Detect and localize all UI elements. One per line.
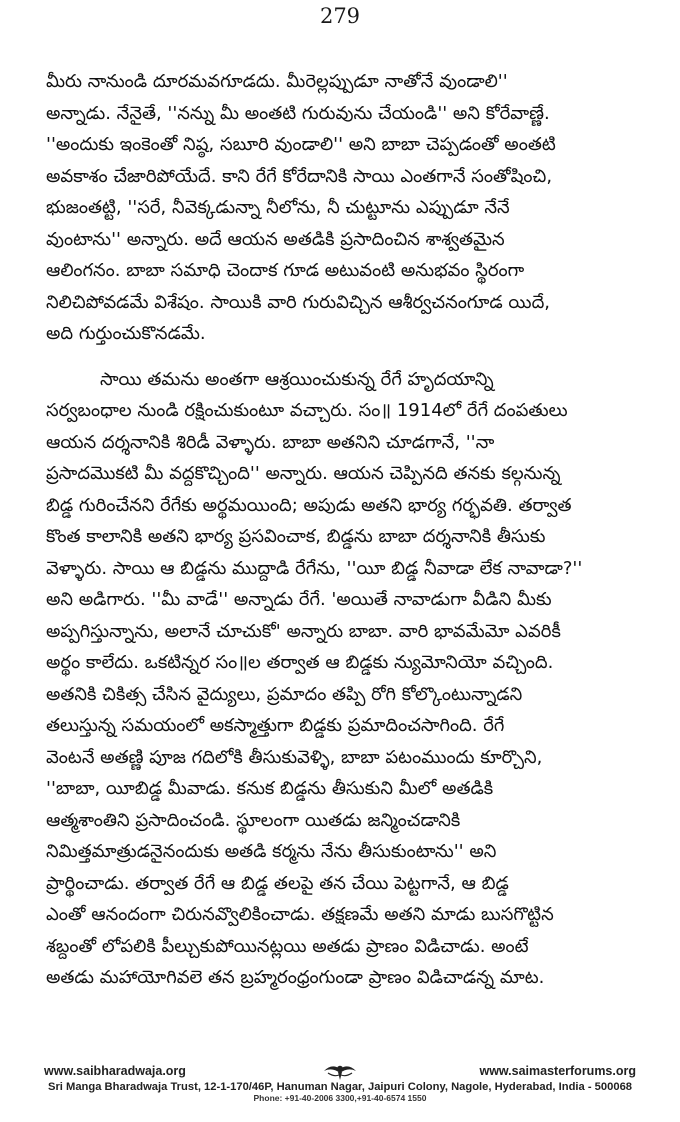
phone-numbers: Phone: +91-40-2006 3300,+91-40-6574 1550 bbox=[253, 1093, 427, 1103]
text-line: శబ్దంతో లోపలికి పీల్చుకుపోయినట్లయి అతడు ప్రాణం విడిచాడు. అంటే bbox=[46, 935, 529, 957]
text-line: అని అడిగారు. ''మీ వాడే'' అన్నాడు రేగే. 'అయితే నావాడుగా వీడిని మీకు bbox=[46, 589, 552, 610]
text-line: అవకాశం చేజారిపోయేదే. కాని రేగే కోరేదానికి సాయి ఎంతగానే సంతోషించి, bbox=[46, 165, 553, 187]
text-line: వుంటాను'' అన్నారు. అదే ఆయన అతడికి ప్రసాదించిన శాశ్వతమైన bbox=[46, 228, 505, 250]
page-number: 279 bbox=[319, 4, 361, 28]
text-line: భుజంతట్టి, ''సరే, నీవెక్కడున్నా నీలోను, నీ చుట్టూను ఎప్పుడూ నేనే bbox=[46, 197, 510, 218]
text-line: సాయి తమను అంతగా ఆశ్రయించుకున్న రేగే హృదయాన్ని bbox=[100, 368, 494, 390]
text-line: వెళ్ళారు. సాయి ఆ బిడ్డను ముద్దాడి రేగేను, ''యీ బిడ్డ నీవాడా లేక నావాడా?'' bbox=[46, 557, 583, 579]
text-line: వెంటనే అతణ్ణి పూజ గదిలోకి తీసుకువెళ్ళి, బాబా పటంముందు కూర్చొని, bbox=[46, 746, 543, 768]
text-line: ప్రసాదమొకటి మీ వద్దకొచ్చింది'' అన్నారు. ఆయన చెప్పినది తనకు కల్గనున్న bbox=[46, 463, 561, 484]
text-line: ఆయన దర్శనానికి శిరిడీ వెళ్ళారు. బాబా అతనిని చూడగానే, ''నా bbox=[46, 431, 495, 453]
text-line: కొంత కాలానికి అతని భార్య ప్రసవించాక, బిడ్డను బాబా దర్శనానికి తీసుకు bbox=[46, 526, 546, 547]
text-line: అప్పగిస్తున్నాను, అలానే చూచుకో' అన్నారు బాబా. వారి భావమేమో ఎవరికీ bbox=[46, 620, 561, 642]
text-line: మీరు నానుండి దూరమవగూడదు. మీరెల్లప్పుడూ నాతోనే వుండాలి'' bbox=[46, 71, 508, 92]
text-line: అతనికి చికిత్స చేసిన వైద్యులు, ప్రమాదం తప్పి రోగి కోల్కొంటున్నాడని bbox=[46, 683, 523, 705]
text-line: అన్నాడు. నేనైతే, ''నన్ను మీ అంతటి గురువును చేయండి'' అని కోరేవాణ్ణే. bbox=[46, 102, 550, 124]
text-line: నిలిచిపోవడమే విశేషం. సాయికి వారి గురువిచ్చిన ఆశీర్వచనంగూడ యిదే, bbox=[46, 291, 550, 313]
om-emblem-icon bbox=[320, 1060, 360, 1082]
text-line: అతడు మహాయోగివలె తన బ్రహ్మరంధ్రంగుండా ప్రాణం విడిచాడన్న మాట. bbox=[46, 967, 545, 988]
website-link-saimasterforums[interactable]: www.saimasterforums.org bbox=[479, 1064, 636, 1078]
paragraph-1 bbox=[46, 66, 634, 350]
text-line: బిడ్డ గురించేనని రేగేకు అర్థమయింది; అపుడు అతని భార్య గర్భవతి. తర్వాత bbox=[46, 494, 572, 516]
text-line: ''బాబా, యీబిడ్డ మీవాడు. కనుక బిడ్డను తీసుకుని మీలో అతడికి bbox=[46, 778, 494, 799]
text-line: నిమిత్తమాత్రుడనైనందుకు అతడి కర్మను నేను తీసుకుంటాను'' అని bbox=[46, 841, 497, 862]
trust-address: Sri Manga Bharadwaja Trust, 12-1-170/46P, Hanuman Nagar, Jaipuri Colony, Nagole, Hyderabad, India - 500068 bbox=[47, 1081, 633, 1093]
text-line: ఆలింగనం. బాబా సమాధి చెందాక గూడ అటువంటి అనుభవం స్థిరంగా bbox=[46, 260, 525, 281]
text-line: ప్రార్థించాడు. తర్వాత రేగే ఆ బిడ్డ తలపై తన చేయి పెట్టగానే, ఆ బిడ్డ bbox=[46, 872, 509, 894]
website-link-saibharadwaja[interactable]: www.saibharadwaja.org bbox=[44, 1064, 186, 1078]
paragraph-2 bbox=[46, 364, 634, 994]
document-body bbox=[46, 66, 634, 994]
text-line: ఆత్మశాంతిని ప్రసాదించండి. స్థూలంగా యితడు జన్మించడానికి bbox=[46, 809, 461, 831]
text-line: అర్థం కాలేదు. ఒకటిన్నర సం॥ల తర్వాత ఆ బిడ్డకు న్యుమోనియో వచ్చింది. bbox=[46, 652, 554, 673]
text-line: సర్వబంధాల నుండి రక్షించుకుంటూ వచ్చారు. సం॥ 1914లో రేగే దంపతులు bbox=[46, 400, 568, 421]
text-line: ''అందుకు ఇంకెంతో నిష్ఠ, సబూరి వుండాలి'' అని బాబా చెప్పడంతో అంతటి bbox=[46, 134, 556, 155]
page-footer bbox=[36, 1064, 644, 1103]
text-line: తలుస్తున్న సమయంలో అకస్మాత్తుగా బిడ్డకు ప్రమాదించసాగింది. రేగే bbox=[46, 715, 505, 736]
text-line: ఎంతో ఆనందంగా చిరునవ్వొలికించాడు. తక్షణమే అతని మాడు బుసగొట్టిన bbox=[46, 904, 554, 925]
text-line: అది గుర్తుంచుకొనడమే. bbox=[46, 323, 206, 344]
